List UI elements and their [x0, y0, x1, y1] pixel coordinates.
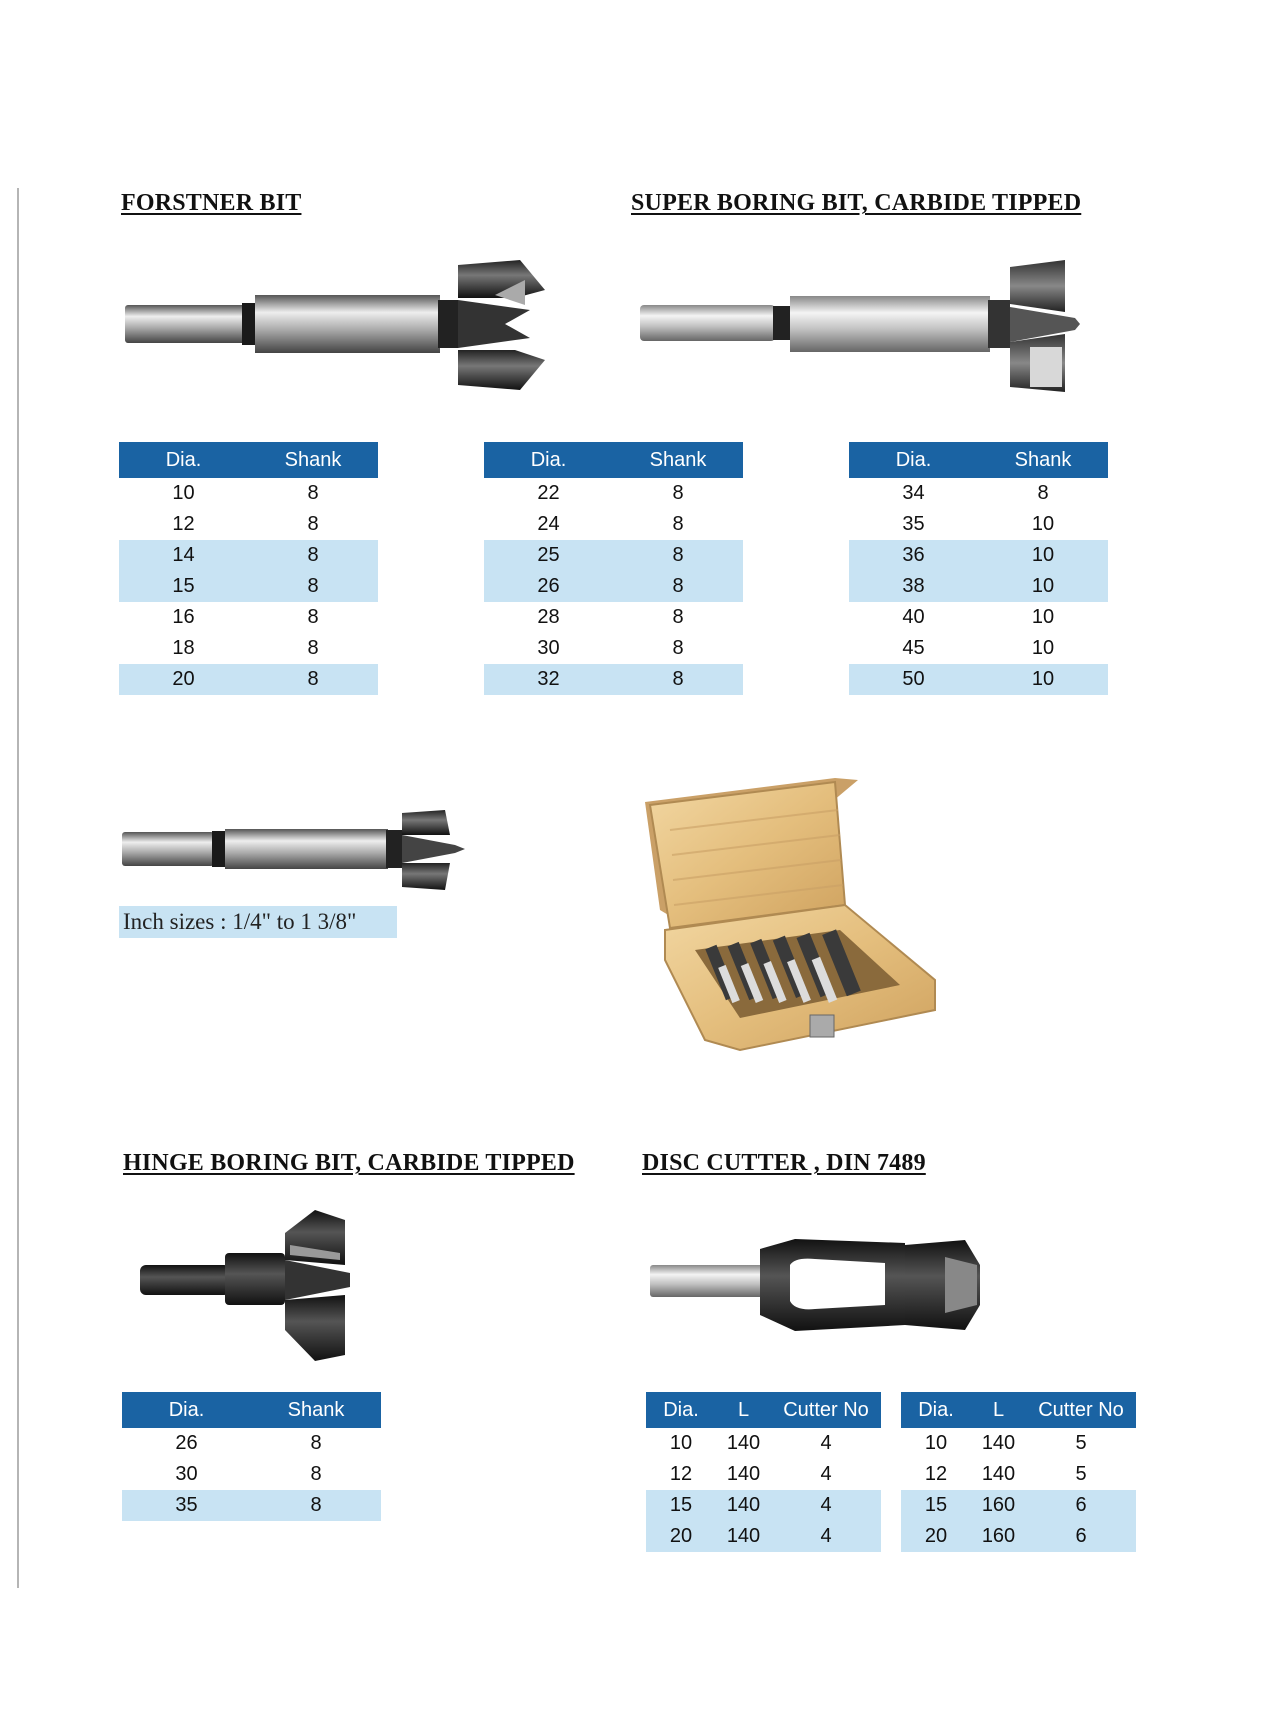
dia-cell: 12 [924, 1463, 948, 1485]
shank-cell: 10 [1031, 606, 1055, 628]
shank-cell: 10 [978, 540, 1108, 571]
shank-cell: 8 [310, 1432, 322, 1454]
dia-cell: 32 [484, 664, 613, 695]
table-row [119, 509, 378, 540]
dia-cell: 30 [537, 637, 560, 659]
shank-cell: 8 [672, 606, 684, 628]
dia-cell: 22 [537, 482, 560, 504]
shank-cell: 8 [251, 1490, 381, 1521]
table-row [646, 1490, 881, 1521]
dia-cell: 50 [849, 664, 978, 695]
column-header: L [971, 1392, 1026, 1428]
cutter-no-cell: 4 [771, 1521, 881, 1552]
length-cell: 140 [981, 1432, 1016, 1454]
shank-cell: 8 [672, 513, 684, 535]
column-header: Dia. [646, 1392, 716, 1428]
shank-cell: 8 [248, 571, 378, 602]
column-header: Cutter No [1026, 1392, 1136, 1428]
hinge-boring-bit-image [135, 1205, 375, 1365]
cutter-no-cell: 4 [771, 1490, 881, 1521]
cutter-no-cell: 6 [1026, 1521, 1136, 1552]
column-header: Dia. [484, 442, 613, 478]
length-cell: 140 [726, 1463, 761, 1485]
shank-cell: 10 [978, 571, 1108, 602]
hinge-size-table [122, 1392, 381, 1521]
dia-cell: 20 [119, 664, 248, 695]
shank-cell: 8 [307, 513, 319, 535]
column-header: Shank [613, 442, 743, 478]
table-row [122, 1428, 381, 1459]
shank-cell: 8 [1037, 482, 1049, 504]
table-row [119, 664, 378, 695]
inch-forstner-bit-image [120, 805, 470, 895]
table-row [484, 602, 743, 633]
table-row [119, 478, 378, 509]
column-header: Cutter No [771, 1392, 881, 1428]
table-row [849, 571, 1108, 602]
dia-cell: 45 [902, 637, 925, 659]
table-row [901, 1490, 1136, 1521]
forstner-bit-image [120, 250, 550, 400]
dia-cell: 20 [646, 1521, 716, 1552]
table-row [484, 664, 743, 695]
dia-cell: 18 [172, 637, 195, 659]
disc-cutter-image [645, 1235, 1035, 1350]
hinge-boring-bit-heading: HINGE BORING BIT, CARBIDE TIPPED [123, 1150, 575, 1176]
table-row [484, 571, 743, 602]
cutter-no-cell: 6 [1026, 1490, 1136, 1521]
shank-cell: 10 [1031, 513, 1055, 535]
column-header: Shank [978, 442, 1108, 478]
dia-cell: 15 [119, 571, 248, 602]
shank-cell: 10 [978, 664, 1108, 695]
dia-cell: 40 [902, 606, 925, 628]
length-cell: 140 [726, 1432, 761, 1454]
dia-cell: 10 [669, 1432, 693, 1454]
shank-cell: 8 [613, 540, 743, 571]
table-row [119, 633, 378, 664]
super-boring-bit-heading: SUPER BORING BIT, CARBIDE TIPPED [631, 190, 1082, 216]
disc-cutter-table-2 [901, 1392, 1136, 1552]
dia-cell: 35 [902, 513, 925, 535]
forstner-size-table-1 [119, 442, 378, 695]
shank-cell: 8 [672, 482, 684, 504]
shank-cell: 8 [613, 664, 743, 695]
forstner-bit-heading: FORSTNER BIT [121, 190, 302, 216]
table-row [119, 602, 378, 633]
table-row [119, 540, 378, 571]
table-row [901, 1459, 1136, 1490]
dia-cell: 30 [175, 1463, 198, 1485]
table-row [849, 633, 1108, 664]
table-row [646, 1521, 881, 1552]
column-header: Dia. [849, 442, 978, 478]
dia-cell: 16 [172, 606, 195, 628]
table-row [484, 633, 743, 664]
table-row [484, 478, 743, 509]
cutter-no-cell: 5 [1075, 1463, 1087, 1485]
table-row [484, 540, 743, 571]
dia-cell: 10 [172, 482, 195, 504]
cutter-no-cell: 5 [1075, 1432, 1087, 1454]
dia-cell: 20 [901, 1521, 971, 1552]
page-margin-rule [17, 188, 19, 1588]
column-header: Shank [248, 442, 378, 478]
column-header: Shank [251, 1392, 381, 1428]
length-cell: 140 [716, 1521, 771, 1552]
shank-cell: 8 [248, 664, 378, 695]
dia-cell: 10 [924, 1432, 948, 1454]
table-row [849, 509, 1108, 540]
dia-cell: 28 [537, 606, 560, 628]
length-cell: 140 [716, 1490, 771, 1521]
dia-cell: 25 [484, 540, 613, 571]
shank-cell: 8 [307, 606, 319, 628]
dia-cell: 26 [175, 1432, 198, 1454]
table-row [849, 478, 1108, 509]
shank-cell: 8 [307, 637, 319, 659]
table-row [901, 1428, 1136, 1459]
disc-cutter-table-1 [646, 1392, 881, 1552]
shank-cell: 8 [248, 540, 378, 571]
column-header: Dia. [122, 1392, 251, 1428]
cutter-no-cell: 4 [820, 1463, 832, 1485]
shank-cell: 8 [307, 482, 319, 504]
table-row [646, 1428, 881, 1459]
table-row [119, 571, 378, 602]
super-boring-bit-image [635, 252, 1105, 402]
shank-cell: 10 [1031, 637, 1055, 659]
dia-cell: 26 [484, 571, 613, 602]
length-cell: 160 [971, 1521, 1026, 1552]
dia-cell: 12 [172, 513, 195, 535]
forstner-size-table-2 [484, 442, 743, 695]
column-header: Dia. [901, 1392, 971, 1428]
forstner-size-table-3 [849, 442, 1108, 695]
table-row [646, 1459, 881, 1490]
length-cell: 160 [971, 1490, 1026, 1521]
table-row [484, 509, 743, 540]
table-row [849, 540, 1108, 571]
disc-cutter-heading: DISC CUTTER , DIN 7489 [642, 1150, 926, 1176]
table-row [849, 602, 1108, 633]
dia-cell: 38 [849, 571, 978, 602]
dia-cell: 34 [902, 482, 925, 504]
length-cell: 140 [981, 1463, 1016, 1485]
inch-sizes-note: Inch sizes : 1/4" to 1 3/8" [119, 906, 397, 938]
column-header: L [716, 1392, 771, 1428]
dia-cell: 35 [122, 1490, 251, 1521]
table-row [122, 1459, 381, 1490]
column-header: Dia. [119, 442, 248, 478]
dia-cell: 14 [119, 540, 248, 571]
table-row [122, 1490, 381, 1521]
table-row [849, 664, 1108, 695]
dia-cell: 24 [537, 513, 560, 535]
dia-cell: 12 [669, 1463, 693, 1485]
cutter-no-cell: 4 [820, 1432, 832, 1454]
dia-cell: 36 [849, 540, 978, 571]
shank-cell: 8 [613, 571, 743, 602]
dia-cell: 15 [646, 1490, 716, 1521]
dia-cell: 15 [901, 1490, 971, 1521]
shank-cell: 8 [672, 637, 684, 659]
forstner-set-wooden-case-image [640, 770, 940, 1052]
shank-cell: 8 [310, 1463, 322, 1485]
table-row [901, 1521, 1136, 1552]
